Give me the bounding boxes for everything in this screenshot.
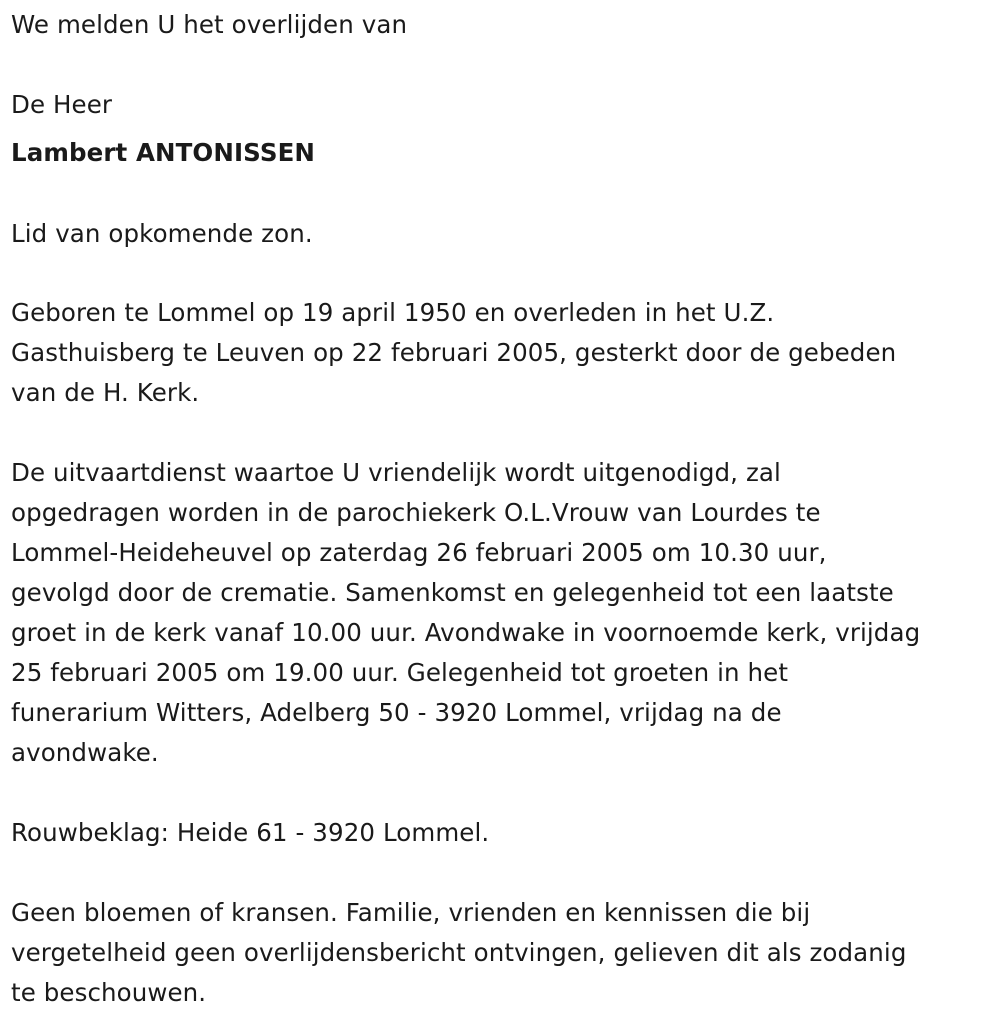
intro-paragraph [11,5,407,45]
membership-paragraph [11,214,313,254]
closing-line: vergetelheid geen overlijdensbericht ontvingen, gelieven dit als zodanig [11,938,907,967]
funeral-line: opgedragen worden in de parochiekerk O.L.Vrouw van Lourdes te [11,498,821,527]
deceased-name: Lambert ANTONISSEN [11,138,316,167]
condolences-paragraph [11,813,489,853]
funeral-paragraph [11,453,920,773]
name-paragraph [11,133,315,173]
closing-paragraph [11,893,906,1013]
funeral-line: 25 februari 2005 om 19.00 uur. Gelegenheid tot groeten in het [11,658,789,687]
funeral-line: gevolgd door de crematie. Samenkomst en gelegenheid tot een laatste [11,578,894,607]
title-paragraph [11,85,112,125]
birth-death-paragraph [11,293,896,413]
funeral-line: Lommel-Heideheuvel op zaterdag 26 februari 2005 om 10.30 uur, [11,538,827,567]
birth-death-line: van de H. Kerk. [11,378,200,407]
intro-text: We melden U het overlijden van [11,10,408,39]
birth-death-line: Gasthuisberg te Leuven op 22 februari 2005, gesterkt door de gebeden [11,338,897,367]
funeral-line: De uitvaartdienst waartoe U vriendelijk wordt uitgenodigd, zal [11,458,781,487]
funeral-line: avondwake. [11,738,159,767]
closing-line: Geen bloemen of kransen. Familie, vrienden en kennissen die bij [11,898,811,927]
closing-line: te beschouwen. [11,978,207,1007]
funeral-line: groet in de kerk vanaf 10.00 uur. Avondwake in voornoemde kerk, vrijdag [11,618,921,647]
funeral-line: funerarium Witters, Adelberg 50 - 3920 Lommel, vrijdag na de [11,698,782,727]
honorific-title: De Heer [11,90,113,119]
condolences-text: Rouwbeklag: Heide 61 - 3920 Lommel. [11,818,490,847]
membership-text: Lid van opkomende zon. [11,219,313,248]
birth-death-line: Geboren te Lommel op 19 april 1950 en overleden in het U.Z. [11,298,775,327]
